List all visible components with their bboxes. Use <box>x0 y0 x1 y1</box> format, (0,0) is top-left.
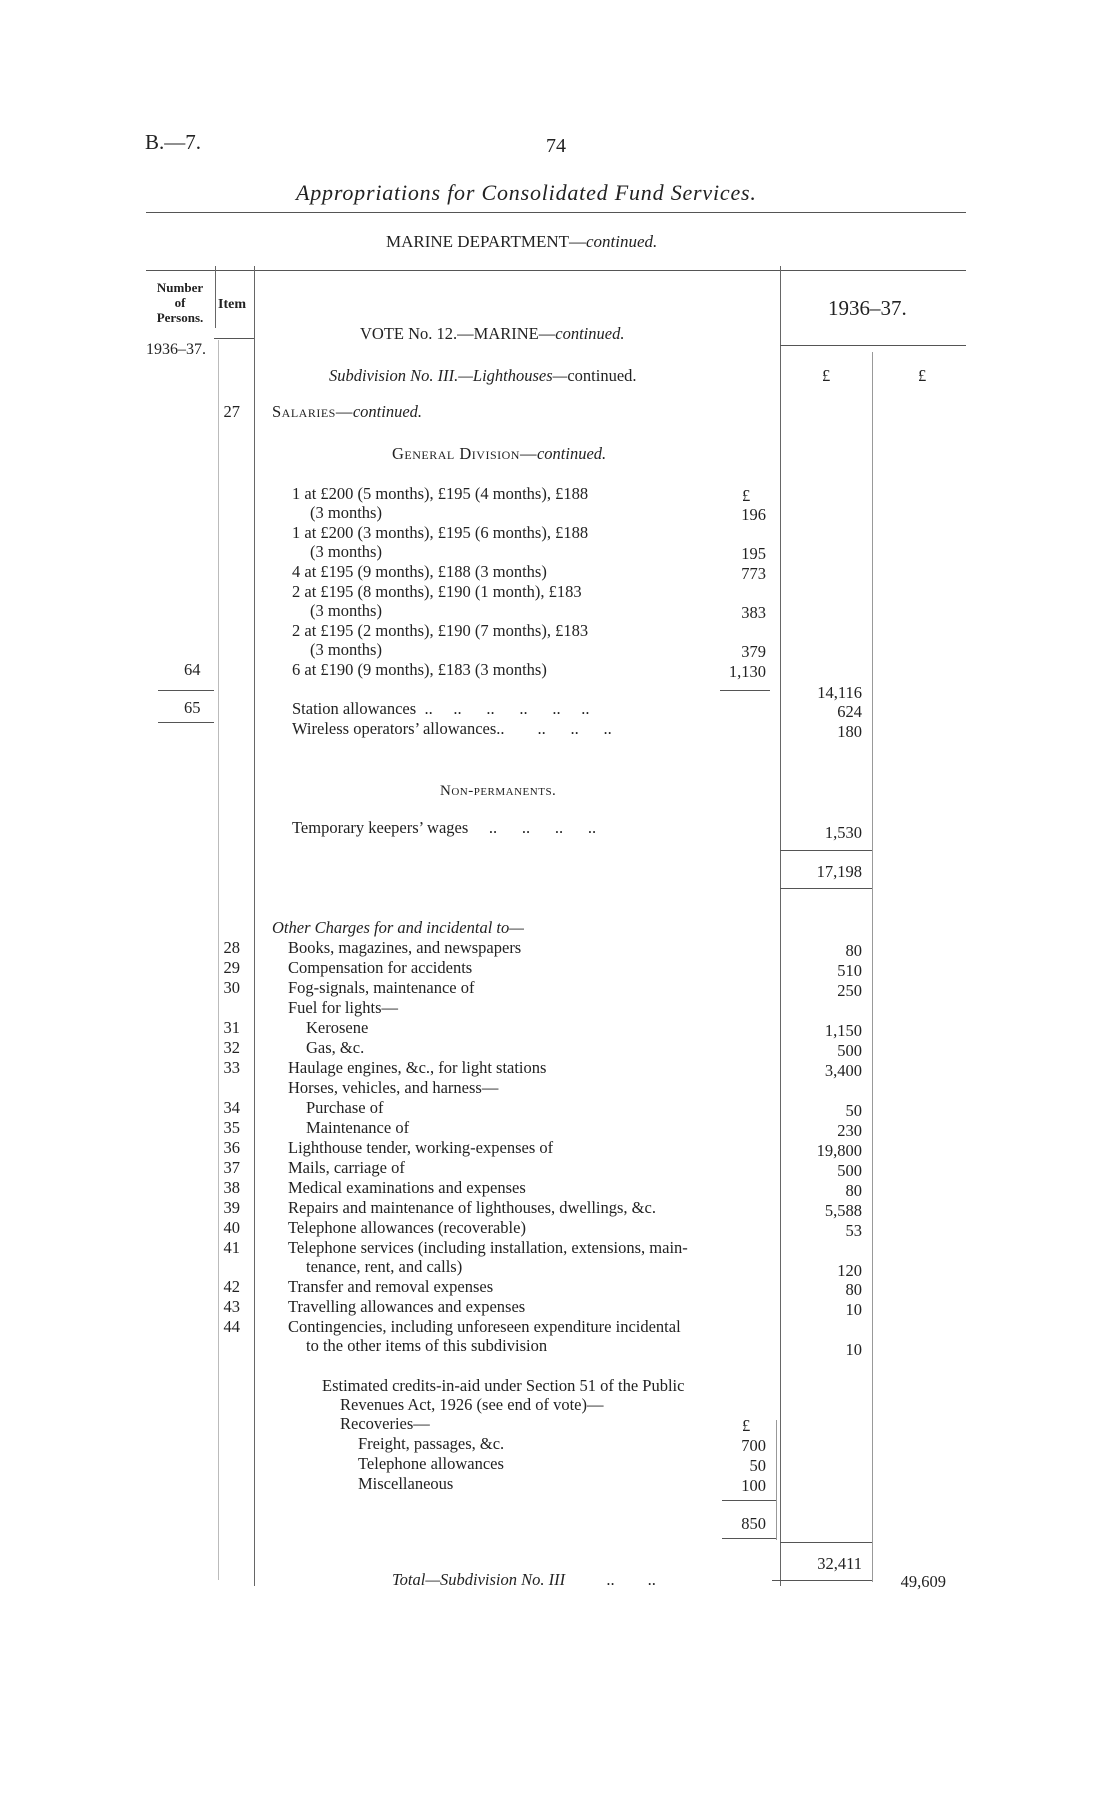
table-top-rule <box>146 270 966 271</box>
item-number: 36 <box>223 1138 240 1157</box>
recovery-amount: 100 <box>741 1476 766 1495</box>
column-rule-item <box>254 266 255 1586</box>
charge-label: to the other items of this subdivision <box>306 1336 548 1355</box>
charge-amount: 120 <box>837 1261 862 1280</box>
persons-count: 64 <box>184 660 201 679</box>
salary-amount: 1,130 <box>728 662 766 681</box>
persons-bottom-rule <box>158 722 214 723</box>
temporary-wages-label: Temporary keepers’ wages .. .. .. .. <box>292 818 597 837</box>
document-reference: B.—7. <box>145 130 202 154</box>
temporary-wages-amount: 1,530 <box>824 823 862 842</box>
charge-amount: 510 <box>837 961 862 980</box>
charge-amount: 80 <box>845 941 862 960</box>
station-allowances-amount: 624 <box>837 702 862 721</box>
recovery-amount: 50 <box>749 1456 766 1475</box>
item-number: 29 <box>223 958 240 977</box>
salary-line: 1 at £200 (3 months), £195 (6 months), £188 <box>292 523 589 542</box>
charge-label: Medical examinations and expenses <box>288 1178 526 1197</box>
charge-amount: 80 <box>845 1280 862 1299</box>
column-rule-amount <box>780 266 781 1586</box>
charge-label: Mails, carriage of <box>288 1158 405 1177</box>
other-charges-heading: Other Charges for and incidental to— <box>272 918 524 937</box>
recoveries-heading: Recoveries— <box>340 1414 430 1433</box>
persons-year-head: 1936–37. <box>146 341 206 358</box>
item-number: 43 <box>223 1297 240 1316</box>
charge-label: Repairs and maintenance of lighthouses, dwellings, &c. <box>288 1198 656 1217</box>
item-number: 38 <box>223 1178 240 1197</box>
recovery-amount: 700 <box>741 1436 766 1455</box>
persons-column-head: Number of Persons. <box>156 280 204 325</box>
salaries-item-number: 27 <box>223 402 240 421</box>
year-column-head: 1936–37. <box>828 296 907 320</box>
item-number: 28 <box>223 938 240 957</box>
station-allowances-label: Station allowances .. .. .. .. .. .. <box>292 699 590 718</box>
salary-line: (3 months) <box>310 640 382 659</box>
wireless-allowances-label: Wireless operators’ allowances.. .. .. .. <box>292 719 612 738</box>
persons-rule <box>158 690 214 691</box>
salary-amount: 383 <box>741 603 766 622</box>
charge-label: Travelling allowances and expenses <box>288 1297 526 1316</box>
subdivision-total: 49,609 <box>900 1572 946 1591</box>
item-number: 32 <box>223 1038 240 1057</box>
salary-line: (3 months) <box>310 542 382 561</box>
charge-label: Lighthouse tender, working-expenses of <box>288 1138 554 1157</box>
salary-subtotal: 14,116 <box>817 683 862 702</box>
charge-label: Books, magazines, and newspapers <box>288 938 522 957</box>
charge-amount: 10 <box>845 1340 862 1359</box>
item-number: 31 <box>223 1018 240 1037</box>
subdivision-total-label: Total—Subdivision No. III .. .. <box>392 1570 656 1589</box>
column-rule-year <box>872 352 873 1582</box>
subdivision-title: Subdivision No. III.—Lighthouses—continued. <box>329 366 637 385</box>
salary-amount: 379 <box>741 642 766 661</box>
pound-head-1: £ <box>822 366 831 385</box>
wireless-allowances-amount: 180 <box>837 722 862 741</box>
subdivision-total-rule <box>772 1580 872 1581</box>
charge-label: Compensation for accidents <box>288 958 473 977</box>
salary-line: (3 months) <box>310 503 382 522</box>
credits-line-2: Revenues Act, 1926 (see end of vote)— <box>340 1395 604 1414</box>
salary-amount: 196 <box>741 505 766 524</box>
page-title: Appropriations for Consolidated Fund Services. <box>296 180 757 205</box>
charge-group-label: Horses, vehicles, and harness— <box>288 1078 499 1097</box>
charge-amount: 1,150 <box>824 1021 862 1040</box>
item-column-head: Item <box>218 297 246 312</box>
charge-amount: 53 <box>845 1221 862 1240</box>
salaries-total: 17,198 <box>816 862 862 881</box>
other-charges-total-rule <box>780 1542 872 1543</box>
credits-line-1: Estimated credits-in-aid under Section 51 of the Public <box>322 1376 685 1395</box>
credits-rule <box>776 1420 777 1540</box>
credits-rule-top <box>722 1500 776 1501</box>
column-rule-persons <box>215 266 216 328</box>
charge-amount: 3,400 <box>824 1061 862 1080</box>
credits-total: 850 <box>741 1514 766 1533</box>
salary-amount: 773 <box>741 564 766 583</box>
item-number: 42 <box>223 1277 240 1296</box>
salaries-heading: Salaries—continued. <box>272 402 423 421</box>
charge-label: Maintenance of <box>306 1118 410 1137</box>
department-heading: MARINE DEPARTMENT—continued. <box>386 232 658 251</box>
charge-label: Fog-signals, maintenance of <box>288 978 475 997</box>
persons-total: 65 <box>184 698 201 717</box>
pound-head-2: £ <box>918 366 927 385</box>
charge-label: Kerosene <box>306 1018 369 1037</box>
general-division-heading: General Division—continued. <box>392 444 607 463</box>
item-number: 35 <box>223 1118 240 1137</box>
non-permanents-rule <box>780 850 872 851</box>
charge-label: Gas, &c. <box>306 1038 365 1057</box>
charge-label: Telephone services (including installation, extensions, main- <box>288 1238 688 1257</box>
salary-line: 2 at £195 (8 months), £190 (1 month), £183 <box>292 582 582 601</box>
vote-title: VOTE No. 12.—MARINE—continued. <box>360 324 625 343</box>
item-number: 40 <box>223 1218 240 1237</box>
charge-amount: 250 <box>837 981 862 1000</box>
charge-amount: 5,588 <box>824 1201 862 1220</box>
salaries-total-rule <box>780 888 872 889</box>
charge-label: Contingencies, including unforeseen expenditure incidental <box>288 1317 681 1336</box>
salary-line: (3 months) <box>310 601 382 620</box>
item-number: 41 <box>223 1238 240 1257</box>
charge-amount: 230 <box>837 1121 862 1140</box>
salary-line: 4 at £195 (9 months), £188 (3 months) <box>292 562 547 581</box>
item-number: 34 <box>223 1098 240 1117</box>
charge-label: Transfer and removal expenses <box>288 1277 494 1296</box>
charge-amount: 50 <box>845 1101 862 1120</box>
item-number: 33 <box>223 1058 240 1077</box>
charge-amount: 10 <box>845 1300 862 1319</box>
credits-pound-head: £ <box>742 1416 751 1435</box>
recovery-label: Telephone allowances <box>358 1454 504 1473</box>
credits-rule-bottom <box>722 1538 776 1539</box>
charge-label: Haulage engines, &c., for light stations <box>288 1058 547 1077</box>
salary-line: 6 at £190 (9 months), £183 (3 months) <box>292 660 547 679</box>
salary-amount: 195 <box>741 544 766 563</box>
item-number: 39 <box>223 1198 240 1217</box>
salary-line: 2 at £195 (2 months), £190 (7 months), £183 <box>292 621 589 640</box>
salary-line: 1 at £200 (5 months), £195 (4 months), £188 <box>292 484 589 503</box>
charge-label: Telephone allowances (recoverable) <box>288 1218 526 1237</box>
charge-label: tenance, rent, and calls) <box>306 1257 463 1276</box>
item-number: 37 <box>223 1158 240 1177</box>
page-number: 74 <box>546 135 566 157</box>
charge-amount: 500 <box>837 1161 862 1180</box>
recovery-label: Freight, passages, &c. <box>358 1434 505 1453</box>
charge-label: Purchase of <box>306 1098 384 1117</box>
other-charges-total: 32,411 <box>817 1554 862 1573</box>
recovery-label: Miscellaneous <box>358 1474 454 1493</box>
non-permanents-heading: Non-permanents. <box>440 783 557 799</box>
item-number: 30 <box>223 978 240 997</box>
title-rule <box>146 212 966 213</box>
item-number: 44 <box>223 1317 240 1336</box>
salary-subtotal-rule <box>720 690 770 691</box>
charge-group-label: Fuel for lights— <box>288 998 398 1017</box>
salary-pound-head: £ <box>742 486 751 505</box>
charge-amount: 80 <box>845 1181 862 1200</box>
charge-amount: 500 <box>837 1041 862 1060</box>
year-head-rule <box>780 345 966 346</box>
charge-amount: 19,800 <box>816 1141 862 1160</box>
item-head-rule <box>214 338 254 339</box>
